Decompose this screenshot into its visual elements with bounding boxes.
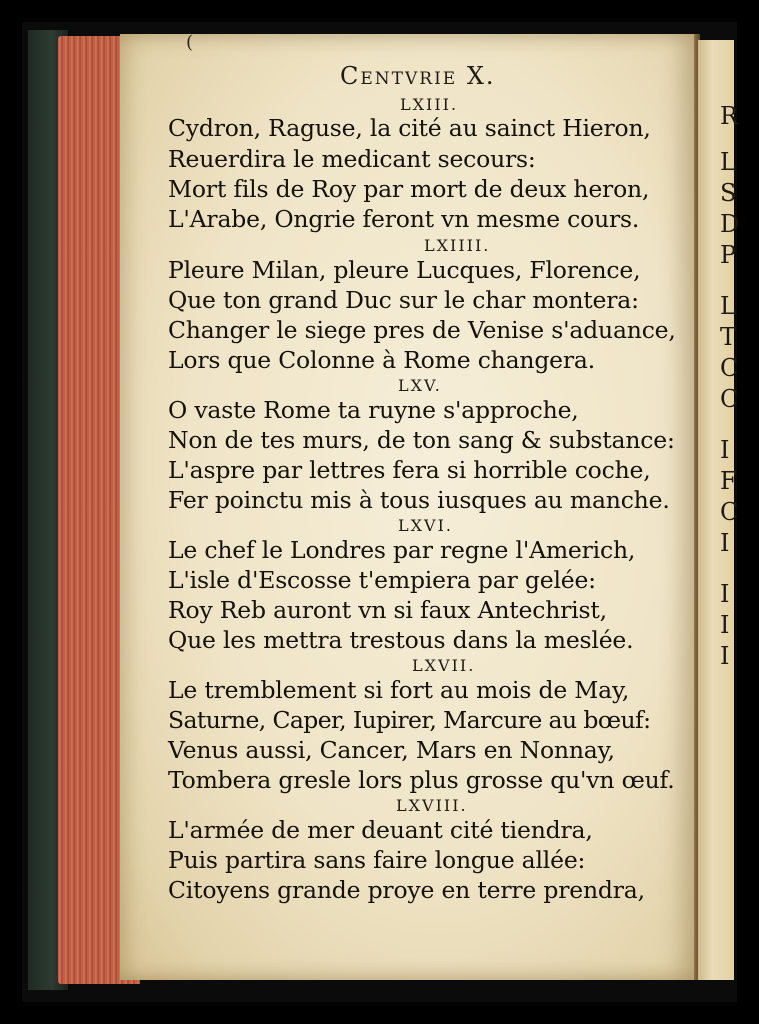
verse-line: Mort fils de Roy par mort de deux heron, — [168, 175, 650, 203]
verse-line: L'Arabe, Ongrie feront vn mesme cours. — [168, 205, 640, 233]
stanza-number: LXVIII. — [396, 796, 468, 815]
stanza-number: LXVI. — [398, 516, 453, 535]
next-page-letter: I — [720, 580, 730, 608]
stanza-number: LXVII. — [412, 656, 476, 675]
corner-mark: ( — [186, 32, 194, 53]
next-page-letter: C — [720, 385, 739, 413]
verse-line: Pleure Milan, pleure Lucques, Florence, — [168, 256, 641, 284]
verse-line: Saturne, Caper, Iupirer, Marcure au bœuf: — [168, 706, 651, 734]
verse-line: Changer le siege pres de Venise s'aduance, — [168, 316, 676, 344]
verse-line: Tombera gresle lors plus grosse qu'vn œuf. — [168, 766, 675, 794]
running-header: Centvrie X. — [340, 62, 496, 90]
verse-line: Non de tes murs, de ton sang & substance: — [168, 426, 675, 454]
verse-line: Reuerdira le medicant secours: — [168, 145, 536, 173]
next-page-letter: I — [720, 611, 730, 639]
verse-line: Venus aussi, Cancer, Mars en Nonnay, — [168, 736, 615, 764]
next-page-letter: I — [720, 642, 730, 670]
next-page-letter: I — [720, 436, 730, 464]
next-page-letter: D — [720, 210, 740, 238]
next-page-letter: S — [720, 179, 737, 207]
verse-line: L'armée de mer deuant cité tiendra, — [168, 816, 593, 844]
verse-line: Que ton grand Duc sur le char montera: — [168, 286, 639, 314]
verse-line: Citoyens grande proye en terre prendra, — [168, 876, 645, 904]
next-page-letter: F — [720, 467, 737, 495]
next-page-letter: T — [720, 323, 737, 351]
next-page-letter: I — [720, 529, 730, 557]
next-page-letter: L — [720, 148, 736, 176]
next-page-letter: R — [720, 102, 739, 130]
verse-line: Roy Reb auront vn si faux Antechrist, — [168, 596, 607, 624]
verse-line: Lors que Colonne à Rome changera. — [168, 346, 596, 374]
verse-line: Le chef le Londres par regne l'Americh, — [168, 536, 636, 564]
verse-line: Que les mettra trestous dans la meslée. — [168, 626, 634, 654]
verse-line: L'isle d'Escosse t'empiera par gelée: — [168, 566, 596, 594]
next-page-letter: C — [720, 354, 739, 382]
next-page-letter: C — [720, 498, 739, 526]
stanza-number: LXV. — [398, 376, 442, 395]
next-page-letter: L — [720, 292, 736, 320]
stanza-number: LXIIII. — [424, 236, 491, 255]
stanza-number: LXIII. — [400, 95, 459, 114]
verse-line: Puis partira sans faire longue allée: — [168, 846, 586, 874]
verse-line: Cydron, Raguse, la cité au sainct Hieron, — [168, 114, 651, 142]
verse-line: L'aspre par lettres fera si horrible coche, — [168, 456, 651, 484]
next-page-edge — [698, 40, 740, 980]
next-page-letter: P — [720, 241, 737, 269]
verse-line: Le tremblement si fort au mois de May, — [168, 676, 630, 704]
verse-line: Fer poinctu mis à tous iusques au manche. — [168, 486, 670, 514]
verse-line: O vaste Rome ta ruyne s'approche, — [168, 396, 579, 424]
